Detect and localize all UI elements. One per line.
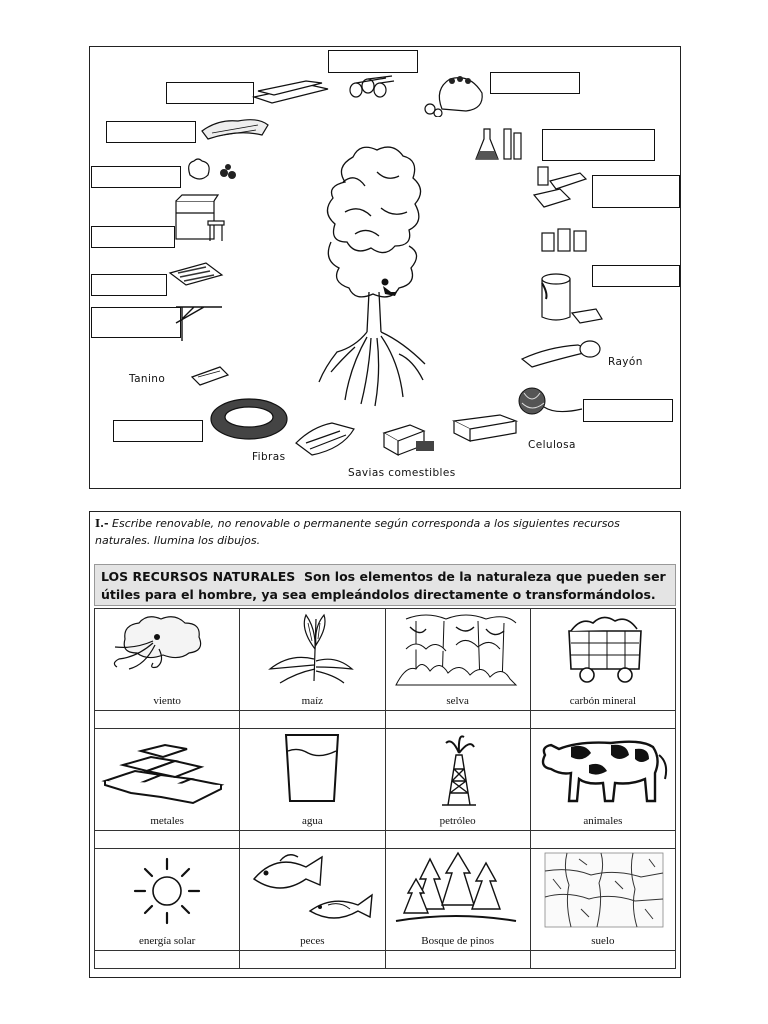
answer-cell[interactable]: [95, 831, 240, 849]
resource-label: agua: [301, 815, 323, 827]
answer-cell[interactable]: [530, 831, 675, 849]
resource-cell: [386, 729, 530, 830]
answer-box-top[interactable]: [328, 50, 418, 73]
planks-icon: [250, 77, 332, 107]
resources-row: [95, 609, 676, 711]
wind-cloud-icon: [95, 609, 240, 689]
paint-bucket-icon: [536, 269, 608, 329]
answer-cell[interactable]: [530, 711, 675, 729]
answer-cell[interactable]: [95, 951, 240, 969]
yarn-ball-icon: [516, 385, 584, 421]
resource-label: Bosque de pinos: [421, 935, 494, 947]
tree-products-diagram: [89, 46, 681, 489]
resource-label: peces: [300, 935, 325, 947]
tannin-bag-icon: [190, 363, 230, 387]
packaged-food-icon: [380, 417, 440, 457]
resources-grid: [94, 608, 676, 969]
cellulose-box-icon: [450, 411, 520, 443]
metal-ingots-icon: [95, 729, 240, 809]
resource-label: suelo: [591, 935, 615, 947]
lab-chemicals-icon: [474, 125, 526, 165]
answer-box-furniture[interactable]: [91, 226, 175, 248]
paint-cans-icon: [540, 225, 590, 255]
answer-box-bark[interactable]: [106, 121, 196, 143]
tree-with-roots-icon: [315, 142, 435, 407]
medicines-icon: [530, 163, 590, 213]
sun-icon: [95, 849, 240, 929]
answer-row: [95, 831, 676, 849]
textile-fibers-icon: [292, 413, 360, 459]
resource-label: energía solar: [138, 935, 196, 947]
label-tanino: Tanino: [129, 373, 166, 385]
answer-row: [95, 951, 676, 969]
label-rayon: Rayón: [608, 356, 643, 368]
resource-cell: [531, 849, 675, 950]
cracked-soil-icon: [531, 849, 676, 929]
answer-cell[interactable]: [240, 831, 385, 849]
answer-box-fruits[interactable]: [91, 166, 181, 188]
resource-label: maíz: [301, 695, 324, 707]
resource-cell: [386, 609, 530, 710]
answer-box-resin-bag[interactable]: [490, 72, 580, 94]
tire-icon: [208, 395, 290, 443]
resource-label: animales: [583, 815, 623, 827]
resource-cell: [531, 609, 675, 710]
resin-bag-icon: [416, 69, 488, 117]
answer-box-medicines[interactable]: [592, 175, 680, 208]
resources-row: [95, 729, 676, 831]
answer-cell[interactable]: [385, 831, 530, 849]
rayon-roll-icon: [518, 337, 604, 371]
answer-row: [95, 711, 676, 729]
jungle-icon: [386, 609, 531, 689]
furniture-icon: [172, 193, 228, 245]
water-glass-icon: [240, 729, 385, 809]
definition-text: Son los elementos de la naturaleza que pueden ser útiles para el hombre, ya sea empleándolos directamente o transformándolos.: [101, 569, 666, 602]
answer-box-tire[interactable]: [113, 420, 203, 442]
answer-cell[interactable]: [385, 711, 530, 729]
answer-box-paper[interactable]: [91, 274, 167, 296]
answer-box-construction[interactable]: [91, 307, 181, 338]
answer-box-planks[interactable]: [166, 82, 254, 104]
resource-cell: [95, 729, 239, 830]
answer-cell[interactable]: [385, 951, 530, 969]
instruction: [95, 515, 675, 549]
answer-cell[interactable]: [240, 951, 385, 969]
pine-forest-icon: [386, 849, 531, 929]
fruits-icon: [184, 153, 242, 183]
definition-title: LOS RECURSOS NATURALES: [101, 569, 296, 584]
resource-cell: [95, 849, 239, 950]
newspapers-icon: [166, 259, 226, 289]
answer-box-yarn[interactable]: [583, 399, 673, 422]
instruction-number: I.-: [95, 517, 109, 530]
label-celulosa: Celulosa: [528, 439, 576, 451]
resource-label: petróleo: [439, 815, 476, 827]
oil-derrick-icon: [386, 729, 531, 809]
construction-frame-icon: [174, 303, 224, 343]
resource-cell: [240, 849, 384, 950]
resource-cell: [240, 729, 384, 830]
fish-icon: [240, 849, 385, 929]
natural-resources-worksheet: [89, 511, 681, 978]
answer-box-chemicals[interactable]: [542, 129, 655, 161]
resource-cell: [240, 609, 384, 710]
label-savias: Savias comestibles: [348, 467, 456, 479]
resource-label: selva: [446, 695, 469, 707]
logs-icon: [346, 72, 396, 100]
instruction-text: Escribe renovable, no renovable o permanente según corresponda a los siguientes recursos naturales. Ilumina los dibujos.: [95, 517, 620, 547]
resource-cell: [386, 849, 530, 950]
answer-cell[interactable]: [530, 951, 675, 969]
label-fibras: Fibras: [252, 451, 286, 463]
bark-icon: [198, 113, 272, 141]
answer-cell[interactable]: [240, 711, 385, 729]
corn-plant-icon: [240, 609, 385, 689]
resources-row: [95, 849, 676, 951]
resource-label: viento: [153, 695, 181, 707]
definition-box: [94, 564, 676, 606]
coal-cart-icon: [531, 609, 676, 689]
cow-icon: [531, 729, 676, 809]
resource-cell: [95, 609, 239, 710]
answer-cell[interactable]: [95, 711, 240, 729]
resource-cell: [531, 729, 675, 830]
resource-label: metales: [150, 815, 184, 827]
resource-label: carbón mineral: [569, 695, 637, 707]
